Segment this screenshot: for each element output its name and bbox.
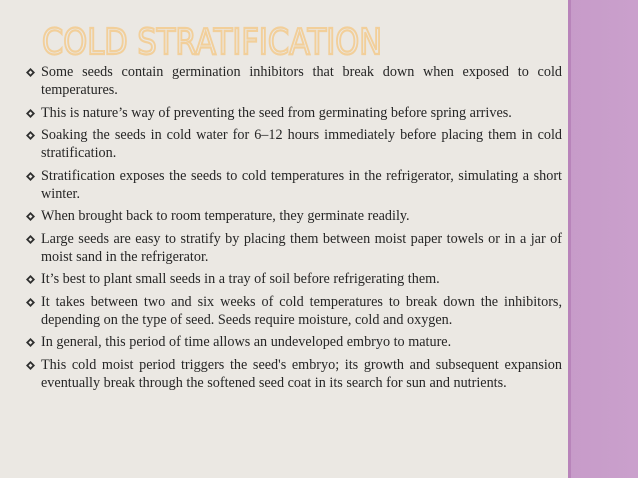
diamond-bullet-icon: [26, 275, 35, 284]
diamond-bullet-icon: [26, 235, 35, 244]
bullet-text: Stratification exposes the seeds to cold temperatures in the refrigerator, simulating a short winter.: [41, 167, 562, 202]
bullet-item: [26, 63, 562, 99]
bullet-text: In general, this period of time allows an undeveloped embryo to mature.: [41, 334, 452, 351]
bullet-item: [26, 167, 562, 203]
diamond-bullet-icon: [26, 361, 35, 370]
slide-title-outline: [42, 16, 502, 62]
diamond-bullet-icon: [26, 68, 35, 77]
bullet-item: [26, 230, 562, 266]
bullet-list: [26, 63, 562, 396]
bullet-item: [26, 207, 562, 225]
diamond-bullet-icon: [26, 338, 35, 347]
bullet-item: [26, 293, 562, 329]
bullet-item: [26, 126, 562, 162]
bullet-item: [26, 270, 562, 288]
bullet-text: It’s best to plant small seeds in a tray of soil before refrigerating them.: [41, 271, 440, 288]
bullet-item: [26, 356, 562, 392]
bullet-item: [26, 333, 562, 351]
diamond-bullet-icon: [26, 298, 35, 307]
diamond-bullet-icon: [26, 109, 35, 118]
bullet-text: This is nature’s way of preventing the seed from germinating before spring arrives.: [41, 104, 512, 121]
bullet-text: Large seeds are easy to stratify by placing them between moist paper towels or in a jar of moist sand in the refrigerator.: [41, 230, 562, 265]
bullet-text: When brought back to room temperature, they germinate readily.: [41, 208, 410, 225]
bullet-text: Some seeds contain germination inhibitors that break down when exposed to cold temperatures.: [41, 64, 562, 99]
bullet-text: Soaking the seeds in cold water for 6–12 hours immediately before placing them in cold stratification.: [41, 126, 562, 162]
diamond-bullet-icon: [26, 172, 35, 181]
slide-title-text: COLD STRATIFICATION: [42, 22, 382, 62]
bullet-text: This cold moist period triggers the seed's embryo; its growth and subsequent expansion eventually break through the softened seed coat in its search for sun and nutrients.: [41, 356, 562, 391]
diamond-bullet-icon: [26, 131, 35, 140]
accent-side-band: [568, 0, 638, 478]
slide-title: [42, 16, 502, 62]
bullet-item: [26, 104, 562, 122]
bullet-text: It takes between two and six weeks of cold temperatures to break down the inhibitors, depending on the type of seed. Seeds require moisture, cold and oxygen.: [41, 293, 562, 328]
diamond-bullet-icon: [26, 212, 35, 221]
